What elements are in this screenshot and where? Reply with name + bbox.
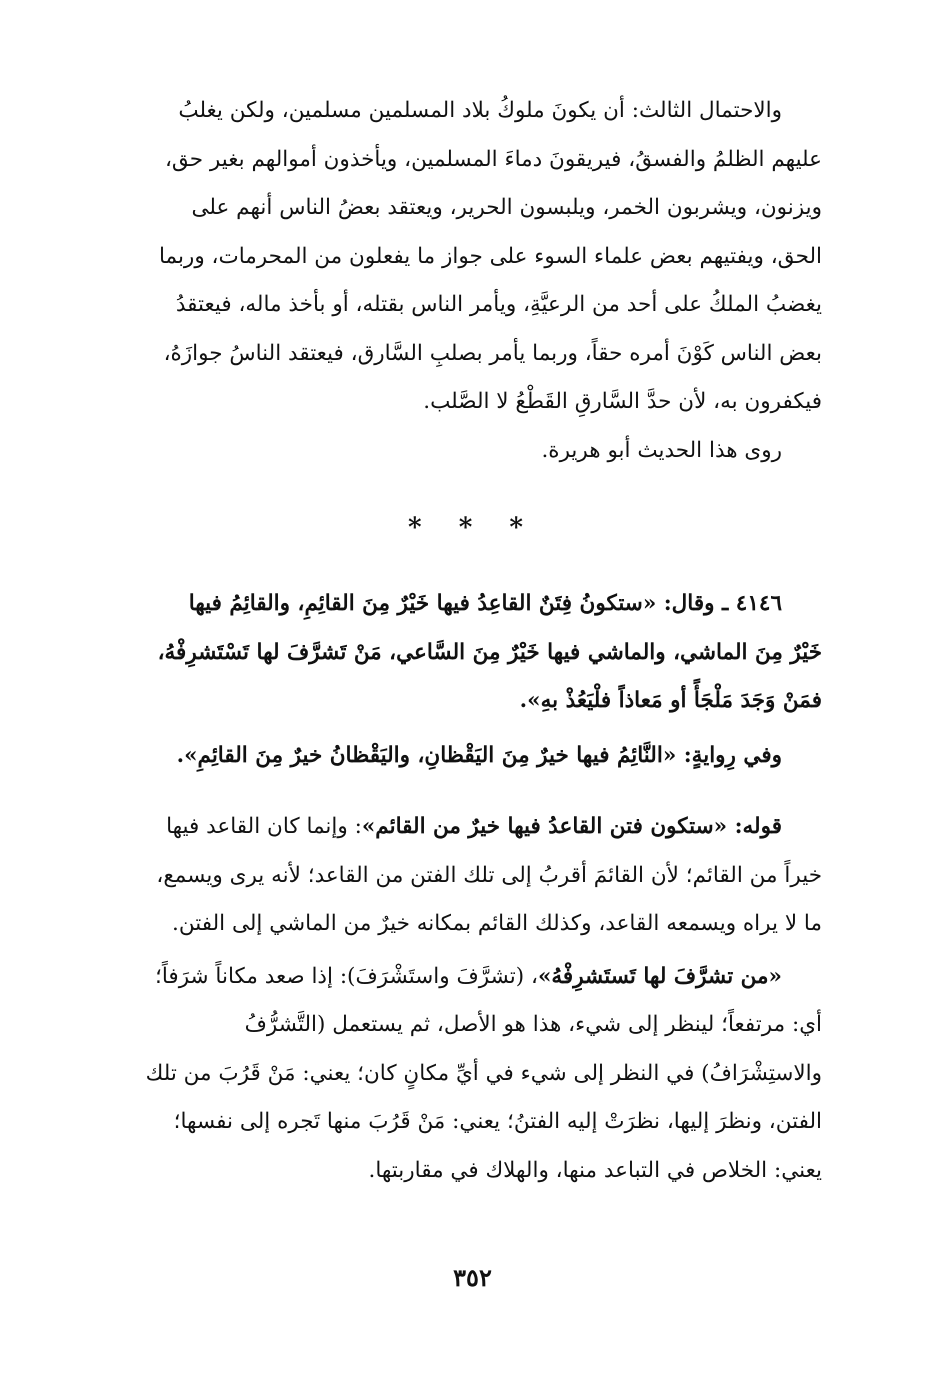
commentary-paragraph-1 [122, 803, 822, 949]
page-number: ٣٥٢ [453, 1263, 492, 1292]
paragraph-third-possibility: والاحتمال الثالث: أن يكونَ ملوكُ بلاد المسلمين مسلمين، ولكن يغلبُ عليهم الظلمُ والفسقُ، فيريقونَ دماءَ المسلمين، ويأخذون أموالهم بغير حق، ويزنون، ويشربون الخمر، ويلبسون الحرير، ويعتقد بعضُ الناس أنهم على الحق، ويفتيهم بعض علماء السوء على جواز ما يفعلون من المحرمات، وربما يغضبُ الملكُ على أحد من الرعيَّةِ، ويأمر الناس بقتله، أو بأخذ ماله، فيعتقدُ بعض الناس كَوْنَ أمره حقاً، وربما يأمر بصلبِ السَّارق، فيعتقد الناسُ جوازَهُ، فيكفرون به، لأن حدَّ السَّارقِ القَطْعُ لا الصَّلب. [158, 98, 822, 414]
section-commentary [122, 803, 822, 1195]
commentary-quote-2: «من تشرَّفَ لها تَستَشرِفْهُ» [537, 963, 782, 989]
commentary-text-1: : وإنما كان القاعد فيها خيراً من القائم؛ لأن القائمَ أقربُ إلى تلك الفتن من القاعد؛ لأنه يرى ويسمع، ما لا يراه ويسمعه القاعد، وكذلك القائم بمكانه خيرٌ من الماشي إلى الفتن. [156, 814, 822, 936]
hadith-riwaya: وفي رِوايةٍ: «النَّائِمُ فيها خيرٌ مِنَ اليَقْظانِ، واليَقْظانُ خيرٌ مِنَ القائِمِ». [176, 742, 782, 768]
section-separator: * * * [408, 513, 537, 543]
section-top [122, 87, 822, 475]
commentary-quote-1: قوله: «ستكون فتن القاعدُ فيها خيرٌ من القائم» [361, 814, 782, 839]
hadith-text: ٤١٤٦ ـ وقال: «ستكونُ فِتَنٌ القاعِدُ فيها خَيْرٌ مِنَ القائِمِ، والقائِمُ فيها خَيْرٌ مِنَ الماشي، والماشي فيها خَيْرٌ مِنَ السَّاعي، مَنْ تَشرَّفَ لها تَسْتَشرِفْهُ، فمَنْ وَجَدَ مَلْجَأً أو مَعاذاً فلْيَعُذْ بهِ». [157, 591, 822, 713]
commentary-text-2: ، (تشرَّفَ واستَشْرَفَ): إذا صعد مكاناً شرَفاً؛ أي: مرتفعاً؛ لينظر إلى شيء، هذا هو الأصل، ثم يستعمل (التَّشرُّفُ والاستِشْرَافُ) في النظر إلى شيء في أيِّ مكانٍ كان؛ يعني: مَنْ قَرُبَ من تلك الفتن، ونظرَ إليها، نظرَتْ إليه الفتنُ؛ يعني: مَنْ قَرُبَ منها تَجره إلى نفسها؛ يعني: الخلاص في التباعد منها، والهلاك في مقاربتها. [145, 963, 822, 1183]
section-hadith [122, 580, 822, 780]
paragraph-narrator: روى هذا الحديث أبو هريرة. [541, 437, 782, 463]
commentary-paragraph-2 [122, 953, 822, 1196]
